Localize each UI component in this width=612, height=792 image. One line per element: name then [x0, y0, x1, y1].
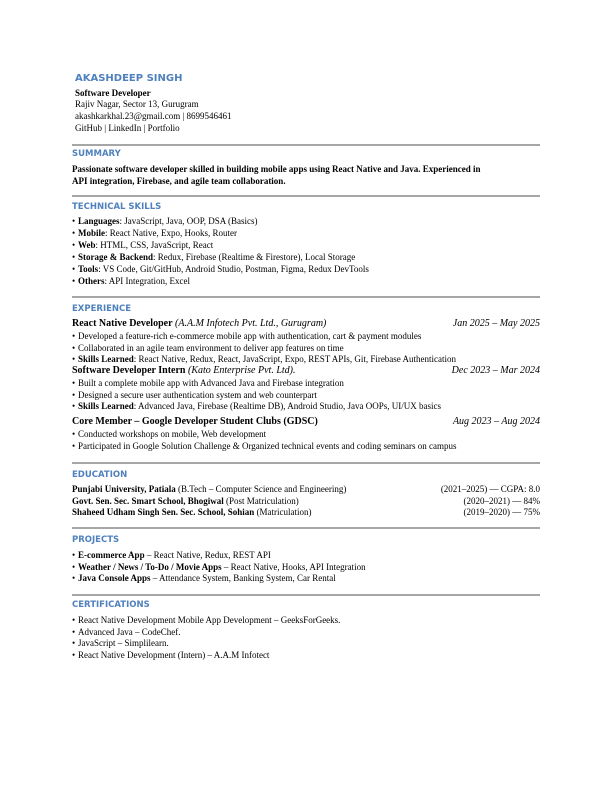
skill-item — [72, 216, 258, 227]
school-name: Govt. Sen. Sec. Smart School, Bhogiwal — [72, 495, 224, 506]
job-header — [72, 365, 296, 376]
job-dates — [452, 365, 540, 376]
education-result — [464, 496, 541, 507]
bullet-icon: • — [72, 331, 76, 341]
certification-text: JavaScript – Simplilearn. — [78, 638, 169, 648]
job-bullet-text: Participated in Google Solution Challenge & Organized technical events and coding seminars on campus — [78, 440, 457, 451]
linkedin-link[interactable]: LinkedIn — [108, 123, 142, 133]
bullet-icon: • — [72, 401, 76, 411]
job-dates — [453, 416, 540, 427]
skill-item — [72, 264, 369, 275]
project-item — [72, 550, 271, 561]
job-dates: Jan 2025 – May 2025 — [452, 318, 540, 329]
address: Rajiv Nagar, Sector 13, Gurugram — [75, 99, 199, 109]
divider — [72, 144, 540, 146]
github-link[interactable]: GitHub — [75, 123, 102, 133]
certification-text: React Native Development (Intern) – A.A.M Infotect — [78, 649, 270, 660]
job-dates: Dec 2023 – Mar 2024 — [451, 365, 540, 376]
summary-heading: SUMMARY — [72, 149, 121, 159]
bullet-icon: • — [72, 216, 76, 226]
bullet-icon: • — [72, 228, 76, 238]
job-bullet-text: Designed a secure user authentication system and web counterpart — [78, 389, 317, 400]
skills-heading: TECHNICAL SKILLS — [72, 202, 162, 212]
bullet-icon: • — [72, 440, 76, 451]
job-bullet — [72, 343, 344, 354]
bullet-icon: • — [72, 354, 76, 364]
skills-learned-value: : React Native, Redux, React, JavaScript, Expo, REST APIs, Git, Firebase Authentication — [133, 354, 457, 364]
bullet-icon: • — [72, 615, 76, 625]
skill-value: : VS Code, Git/GitHub, Android Studio, Postman, Figma, Redux DevTools — [98, 264, 369, 274]
bullet-icon: • — [72, 626, 76, 637]
job-role: Software Developer Intern — [72, 365, 186, 376]
skill-value: : HTML, CSS, JavaScript, React — [95, 240, 214, 250]
candidate-name: AKASHDEEP SINGH — [75, 73, 183, 84]
education-result — [464, 507, 541, 518]
job-bullet-text: Developed a feature-rich e-commerce mobile app with authentication, cart & payment modules — [78, 331, 422, 341]
skill-label: Mobile — [78, 228, 105, 238]
summary-text: API integration, Firebase, and agile team collaboration. — [72, 176, 286, 186]
project-name: E-commerce App — [78, 550, 145, 560]
job-company: (A.A.M Infotech Pvt. Ltd., Gurugram) — [175, 318, 327, 329]
education-result: (2019–2020) — 75% — [463, 507, 540, 517]
certification-item — [72, 627, 180, 638]
degree: (B.Tech – Computer Science and Engineering) — [175, 484, 347, 494]
bullet-icon: • — [72, 573, 76, 583]
project-name: Java Console Apps — [78, 573, 151, 583]
bullet-icon: • — [72, 252, 76, 262]
bullet-icon: • — [72, 342, 76, 353]
skill-value: : JavaScript, Java, OOP, DSA (Basics) — [119, 216, 258, 226]
divider — [72, 527, 540, 529]
degree: (Matriculation) — [254, 507, 312, 517]
divider — [72, 594, 540, 596]
school-name: Shaheed Udham Singh Sen. Sec. School, Sohian — [72, 507, 255, 517]
certification-item — [72, 650, 269, 661]
bullet-icon: • — [72, 638, 76, 648]
bullet-icon: • — [72, 429, 76, 439]
job-bullet — [72, 390, 317, 401]
bullet-icon: • — [72, 276, 76, 286]
skill-item — [72, 228, 237, 239]
skill-label: Languages — [78, 216, 120, 226]
education-row — [72, 496, 299, 507]
divider — [72, 462, 540, 464]
project-tech: – Attendance System, Banking System, Car Rental — [150, 573, 336, 583]
skills-learned-label: Skills Learned — [78, 401, 134, 411]
bullet-icon: • — [72, 550, 76, 560]
job-bullet — [72, 441, 457, 452]
job-bullet-text: Built a complete mobile app with Advanced Java and Firebase integration — [78, 378, 344, 388]
job-role: React Native Developer — [72, 318, 173, 329]
job-header — [72, 318, 326, 329]
project-item — [72, 562, 366, 573]
skill-label: Storage & Backend — [78, 252, 153, 262]
skill-item — [72, 252, 355, 263]
projects-heading: PROJECTS — [72, 535, 120, 545]
project-tech: – React Native, Hooks, API Integration — [221, 561, 366, 572]
profile-links: GitHub | LinkedIn | Portfolio — [75, 123, 180, 133]
job-skills — [72, 354, 456, 365]
education-heading: EDUCATION — [72, 470, 128, 480]
skill-item — [72, 276, 190, 287]
skill-label: Others — [78, 276, 105, 286]
project-item — [72, 573, 336, 584]
job-skills — [72, 401, 441, 412]
experience-heading: EXPERIENCE — [72, 304, 132, 314]
bullet-icon: • — [72, 649, 76, 660]
education-row — [72, 507, 312, 518]
job-role: Core Member – Google Developer Student Clubs (GDSC) — [72, 416, 318, 427]
skill-item — [72, 240, 213, 251]
job-bullet — [72, 331, 421, 342]
school-name: Punjabi University, Patiala — [72, 484, 176, 494]
certification-text: Advanced Java – CodeChef. — [78, 626, 181, 637]
summary-text: Passionate software developer skilled in building mobile apps using React Native and Java. Experienced in — [72, 164, 481, 174]
education-result: (2021–2025) — CGPA: 8.0 — [440, 484, 540, 494]
project-name: Weather / News / To-Do / Movie Apps — [78, 561, 222, 572]
job-bullet-text: Conducted workshops on mobile, Web development — [78, 429, 267, 439]
portfolio-link[interactable]: Portfolio — [147, 123, 180, 133]
job-bullet — [72, 429, 266, 440]
bullet-icon: • — [72, 561, 76, 572]
skill-value: : API Integration, Excel — [104, 276, 190, 286]
bullet-icon: • — [72, 264, 76, 274]
job-header — [72, 416, 318, 427]
job-title: Software Developer — [75, 88, 151, 98]
certification-text: React Native Development Mobile App Development – GeeksForGeeks. — [78, 615, 341, 625]
divider — [72, 296, 540, 298]
skills-learned-value: : Advanced Java, Firebase (Realtime DB), Android Studio, Java OOPs, UI/UX basics — [133, 401, 441, 411]
skills-learned-label: Skills Learned — [78, 354, 134, 364]
job-dates — [453, 318, 540, 329]
bullet-icon: • — [72, 378, 76, 388]
divider — [72, 195, 540, 197]
job-company: (Kato Enterprise Pvt. Ltd). — [188, 365, 296, 376]
job-dates: Aug 2023 – Aug 2024 — [452, 416, 540, 427]
education-result: (2020–2021) — 84% — [463, 495, 540, 506]
education-result — [441, 484, 540, 495]
certification-item — [72, 638, 169, 649]
bullet-icon: • — [72, 240, 76, 250]
certification-item — [72, 615, 340, 626]
bullet-icon: • — [72, 389, 76, 400]
contact: akashkarkhal.23@gmail.com | 8699546461 — [75, 111, 232, 121]
certifications-heading: CERTIFICATIONS — [72, 600, 150, 610]
skill-label: Tools — [78, 264, 99, 274]
skill-value: : Redux, Firebase (Realtime & Firestore), Local Storage — [153, 252, 356, 262]
job-bullet-text: Collaborated in an agile team environment to deliver app features on time — [78, 342, 344, 353]
project-tech: – React Native, Redux, REST API — [144, 550, 271, 560]
degree: (Post Matriculation) — [223, 495, 299, 506]
job-bullet — [72, 378, 344, 389]
skill-label: Web — [78, 240, 96, 250]
education-row — [72, 484, 346, 495]
skill-value: : React Native, Expo, Hooks, Router — [105, 228, 237, 238]
